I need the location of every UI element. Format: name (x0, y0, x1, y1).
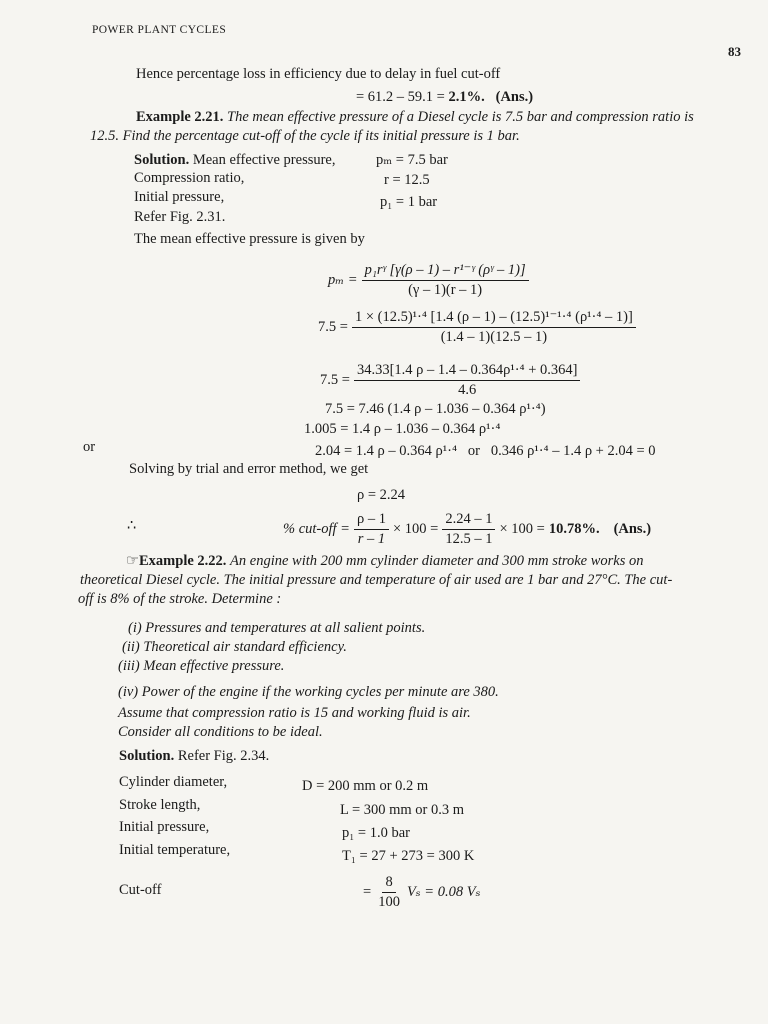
or-label: or (83, 439, 96, 455)
given-label: Initial pressure, (134, 189, 225, 205)
assumption: Assume that compression ratio is 15 and working fluid is air. (118, 705, 471, 721)
example-statement-cont: 12.5. Find the percentage cut-off of the cycle if its initial pressure is 1 bar. (90, 128, 520, 144)
assumption: Consider all conditions to be ideal. (118, 724, 323, 740)
equation-substitution (318, 309, 636, 346)
given-value: p₁ = 1 bar (380, 194, 438, 210)
task-item: (i) Pressures and temperatures at all salient points. (128, 620, 426, 636)
given-label: Mean effective pressure, (192, 152, 336, 168)
example-2-21-heading (136, 109, 694, 126)
fraction-denominator: 100 (378, 894, 400, 910)
equals-sign: = (363, 884, 372, 900)
example-statement: The mean effective pressure of a Diesel cycle is 7.5 bar and compression ratio is (227, 109, 694, 125)
example-label: Example 2.21. (136, 109, 224, 125)
fraction (354, 511, 389, 548)
equation-step (315, 443, 656, 460)
cutoff-result: 10.78%. (548, 521, 600, 537)
given-label: Initial pressure, (119, 819, 210, 835)
given-value: D = 200 mm or 0.2 m (302, 778, 429, 794)
equation-simplified (320, 362, 580, 399)
ans-label: (Ans.) (495, 89, 534, 105)
cutoff-lhs: % cut-off = (283, 521, 350, 537)
task-item: (iv) Power of the engine if the working cycles per minute are 380. (118, 684, 499, 700)
formula-lhs: pₘ = (328, 272, 358, 288)
solution-line (119, 748, 269, 765)
solution-label: Solution. (134, 152, 190, 168)
therefore-symbol: ∴ (127, 518, 137, 534)
fraction-numerator: ρ – 1 (354, 511, 389, 530)
cutoff-equation (283, 511, 651, 548)
pointing-hand-icon: ☞ (126, 553, 139, 569)
fraction (354, 362, 581, 399)
given-label: Compression ratio, (134, 170, 245, 186)
fraction (442, 511, 495, 548)
solution-refer: Refer Fig. 2.34. (177, 748, 270, 764)
cutoff-formula (363, 874, 480, 911)
loss-line: Hence percentage loss in efficiency due to delay in fuel cut-off (136, 66, 501, 82)
example-2-22-heading (126, 553, 644, 570)
solving-line: Solving by trial and error method, we get (129, 461, 369, 477)
fraction-denominator: (1.4 – 1)(12.5 – 1) (440, 329, 548, 345)
mep-formula (328, 262, 529, 299)
given-value: pₘ = 7.5 bar (376, 152, 448, 168)
ans-label: (Ans.) (613, 521, 652, 537)
loss-calc-expr: = 61.2 – 59.1 = (356, 89, 449, 105)
fraction-numerator: 2.24 – 1 (442, 511, 495, 530)
equation-lhs: 7.5 = (318, 319, 348, 335)
or-label: or (467, 443, 480, 459)
task-item: (iii) Mean effective pressure. (118, 658, 285, 674)
rho-result: ρ = 2.24 (357, 487, 406, 503)
times-hundred: × 100 = (499, 521, 545, 537)
fraction-numerator: p₁rᵞ [γ(ρ – 1) – r¹⁻ᵞ (ρᵞ – 1)] (362, 262, 529, 281)
example-label: Example 2.22. (139, 553, 227, 569)
loss-result: 2.1%. (448, 89, 485, 105)
equation-step: 7.5 = 7.46 (1.4 ρ – 1.036 – 0.364 ρ¹·⁴) (325, 401, 546, 417)
mep-given: The mean effective pressure is given by (134, 231, 365, 247)
fraction (362, 262, 529, 299)
given-value: p₁ = 1.0 bar (342, 825, 410, 841)
solution-line (134, 152, 336, 169)
example-statement-cont: off is 8% of the stroke. Determine : (78, 591, 282, 607)
equation-lhs: 7.5 = (320, 372, 350, 388)
times-hundred: × 100 = (392, 521, 439, 537)
fraction-denominator: 4.6 (458, 382, 477, 398)
equation-step: 1.005 = 1.4 ρ – 1.036 – 0.364 ρ¹·⁴ (304, 421, 501, 437)
given-label: Stroke length, (119, 797, 201, 813)
solution-label: Solution. (119, 748, 175, 764)
example-statement-cont: theoretical Diesel cycle. The initial pressure and temperature of air used are 1 bar and 27°C. The cut- (80, 572, 673, 588)
fraction-denominator: 12.5 – 1 (445, 531, 493, 547)
fraction-denominator: (γ – 1)(r – 1) (408, 282, 483, 298)
given-value: T₁ = 27 + 273 = 300 K (342, 848, 475, 864)
fraction (352, 309, 636, 346)
fraction-numerator: 34.33[1.4 ρ – 1.4 – 0.364ρ¹·⁴ + 0.364] (354, 362, 581, 381)
equation-text: 2.04 = 1.4 ρ – 0.364 ρ¹·⁴ (315, 443, 458, 459)
given-label: Initial temperature, (119, 842, 231, 858)
fraction-numerator: 1 × (12.5)¹·⁴ [1.4 (ρ – 1) – (12.5)¹⁻¹·⁴ (ρ¹·⁴ – 1)] (352, 309, 636, 328)
equation-text: 0.346 ρ¹·⁴ – 1.4 ρ + 2.04 = 0 (490, 443, 656, 459)
running-title: POWER PLANT CYCLES (92, 24, 227, 36)
example-statement: An engine with 200 mm cylinder diameter and 300 mm stroke works on (230, 553, 644, 569)
refer-figure: Refer Fig. 2.31. (134, 209, 226, 225)
fraction-numerator: 8 (382, 874, 395, 893)
loss-calc (356, 89, 533, 106)
task-item: (ii) Theoretical air standard efficiency. (122, 639, 347, 655)
given-label: Cylinder diameter, (119, 774, 228, 790)
cutoff-value: Vₛ = 0.08 Vₛ (406, 884, 481, 900)
fraction-denominator: r – 1 (357, 531, 386, 547)
given-value: L = 300 mm or 0.3 m (340, 802, 465, 818)
fraction (375, 874, 403, 911)
cutoff-label: Cut-off (119, 882, 162, 898)
given-value: r = 12.5 (384, 172, 430, 188)
page-number: 83 (728, 44, 741, 59)
